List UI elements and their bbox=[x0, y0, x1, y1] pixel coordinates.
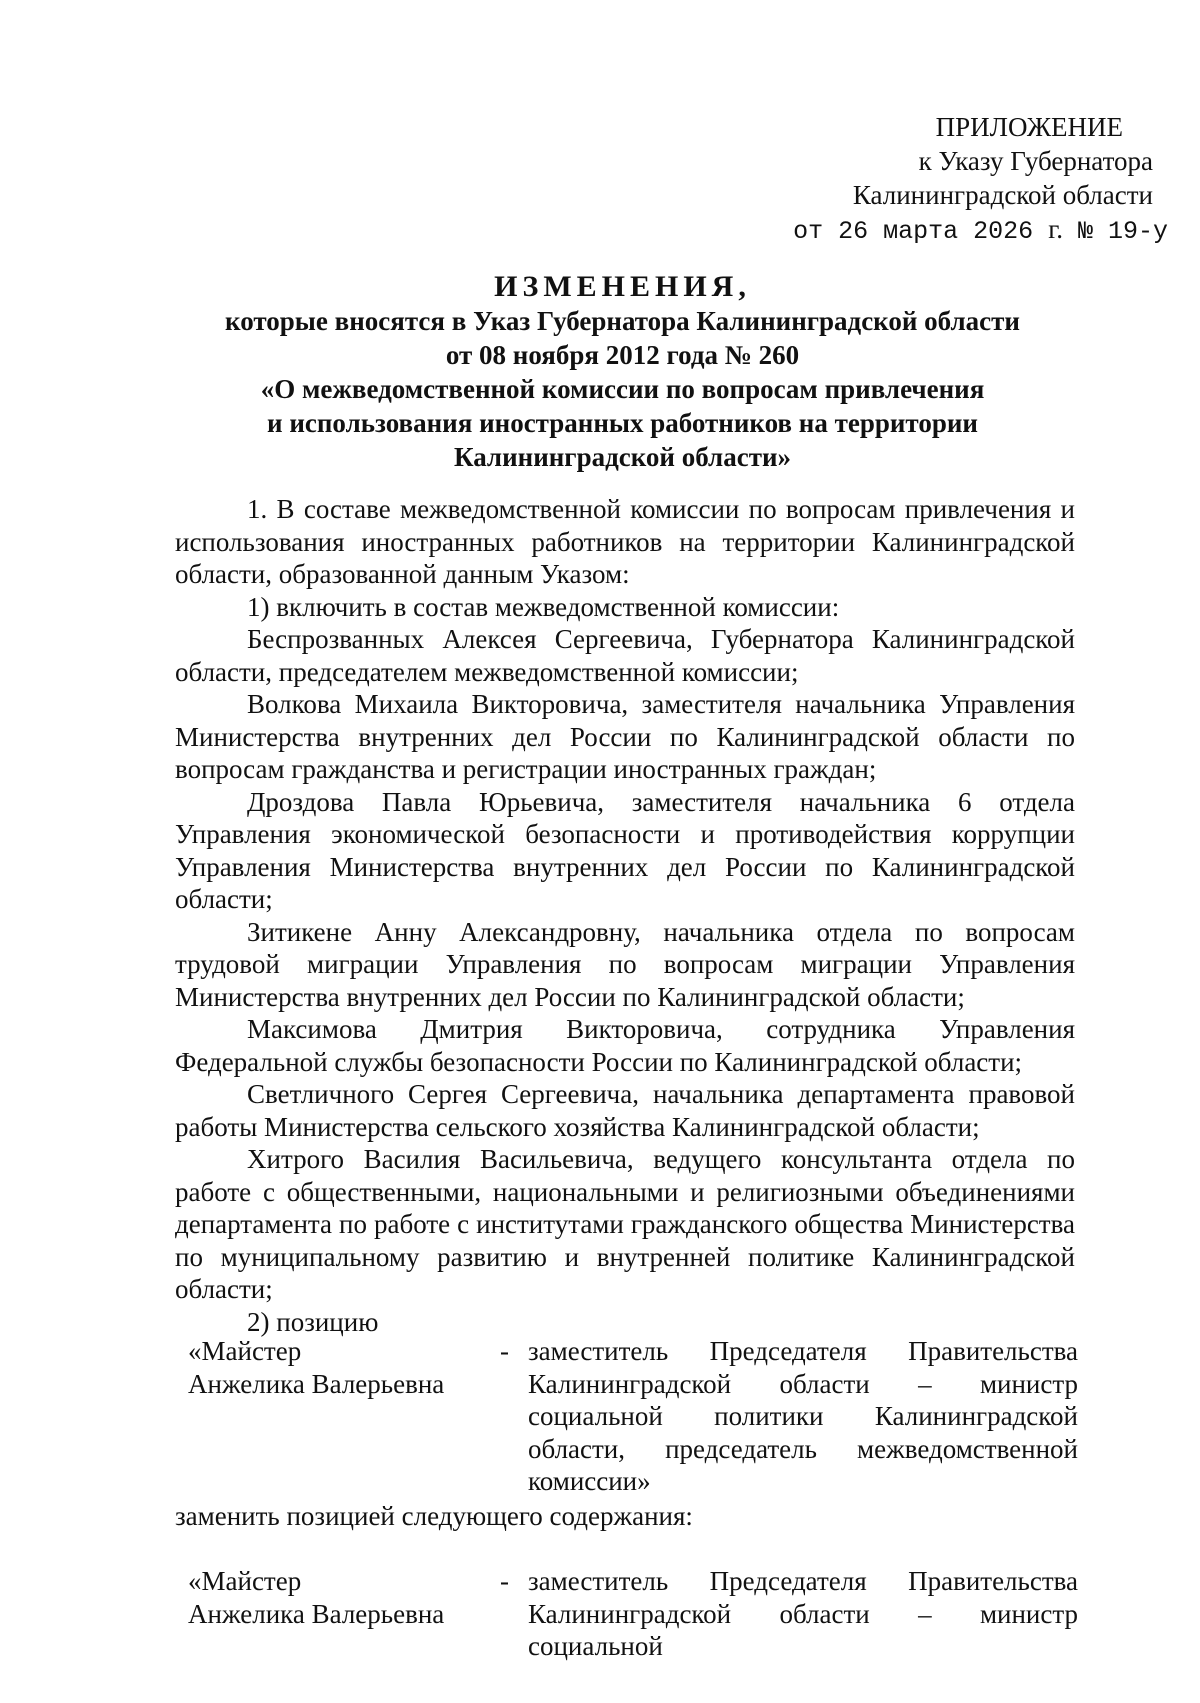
replace-instruction: заменить позицией следующего содержания: bbox=[175, 1501, 693, 1531]
appendix-date-suffix: г. bbox=[1048, 214, 1063, 244]
paragraph: 1) включить в состав межведомственной комиссии: bbox=[247, 591, 840, 622]
position-name-line-1: «Майстер bbox=[188, 1566, 302, 1596]
heading-line-3: «О межведомственной комиссии по вопросам привлечения bbox=[260, 374, 985, 404]
position-dash: - bbox=[500, 1336, 509, 1366]
position-name-line-2: Анжелика Валерьевна bbox=[188, 1368, 445, 1399]
heading-line-4: и использования иностранных работников на территории bbox=[267, 408, 978, 438]
paragraph: 2) позицию bbox=[247, 1306, 379, 1337]
paragraph: Зитикене Анну Александровну, начальника отдела по вопросам трудовой миграции Управления по вопросам миграции Управления Министерства внутренних дел России по Калининградской области; bbox=[175, 916, 1075, 1012]
document-body bbox=[175, 493, 1075, 1338]
heading-line-5: Калининградской области» bbox=[453, 442, 792, 472]
position-name-line-2: Анжелика Валерьевна bbox=[188, 1598, 445, 1629]
position-dash: - bbox=[500, 1566, 509, 1596]
position-description: заместитель Председателя Правительства Калининградской области – министр социальной bbox=[528, 1566, 1078, 1661]
appendix-title: ПРИЛОЖЕНИЕ bbox=[935, 112, 1123, 142]
paragraph: Светличного Сергея Сергеевича, начальника департамента правовой работы Министерства сельского хозяйства Калининградской области; bbox=[175, 1079, 1075, 1142]
paragraph: Дроздова Павла Юрьевича, заместителя начальника 6 отдела Управления экономической безопасности и противодействия коррупции Управления Министерства внутренних дел России по Калининградской области; bbox=[175, 786, 1075, 914]
position-name-line-1: «Майстер bbox=[188, 1336, 302, 1366]
appendix-line-2: Калининградской области bbox=[852, 180, 1153, 210]
paragraph: Волкова Михаила Викторовича, заместителя начальника Управления Министерства внутренних дел России по Калининградской области по вопросам гражданства и регистрации иностранных граждан; bbox=[175, 689, 1075, 784]
appendix-date-value: от 26 марта 2026 bbox=[793, 217, 1034, 246]
appendix-date bbox=[793, 212, 1168, 249]
heading-title: ИЗМЕНЕНИЯ, bbox=[494, 270, 751, 303]
paragraph: 1. В составе межведомственной комиссии по вопросам привлечения и использования иностранных работников на территории Калининградской области, образованной данным Указом: bbox=[175, 494, 1075, 589]
position-name bbox=[188, 1565, 488, 1630]
document-heading bbox=[170, 270, 1075, 474]
paragraph: Максимова Дмитрия Викторовича, сотрудника Управления Федеральной службы безопасности России по Калининградской области; bbox=[175, 1014, 1075, 1077]
paragraph: Хитрого Василия Васильевича, ведущего консультанта отдела по работе с общественными, национальными и религиозными объединениями департамента по работе с институтами гражданского общества Министерства по муниципальному развитию и внутренней политике Калининградской области; bbox=[175, 1144, 1075, 1304]
appendix-block bbox=[793, 110, 1168, 249]
appendix-line-1: к Указу Губернатора bbox=[918, 146, 1153, 176]
heading-line-2: от 08 ноября 2012 года № 260 bbox=[445, 340, 800, 370]
heading-line-1: которые вносятся в Указ Губернатора Калининградской области bbox=[225, 306, 1020, 336]
paragraph: Беспрозванных Алексея Сергеевича, Губернатора Калининградской области, председателем межведомственной комиссии; bbox=[175, 624, 1075, 687]
appendix-number: № 19-у bbox=[1077, 217, 1168, 246]
position-name bbox=[188, 1335, 488, 1400]
position-description: заместитель Председателя Правительства Калининградской области – министр социальной политики Калининградской области, председатель межведомственной комиссии» bbox=[528, 1336, 1078, 1496]
